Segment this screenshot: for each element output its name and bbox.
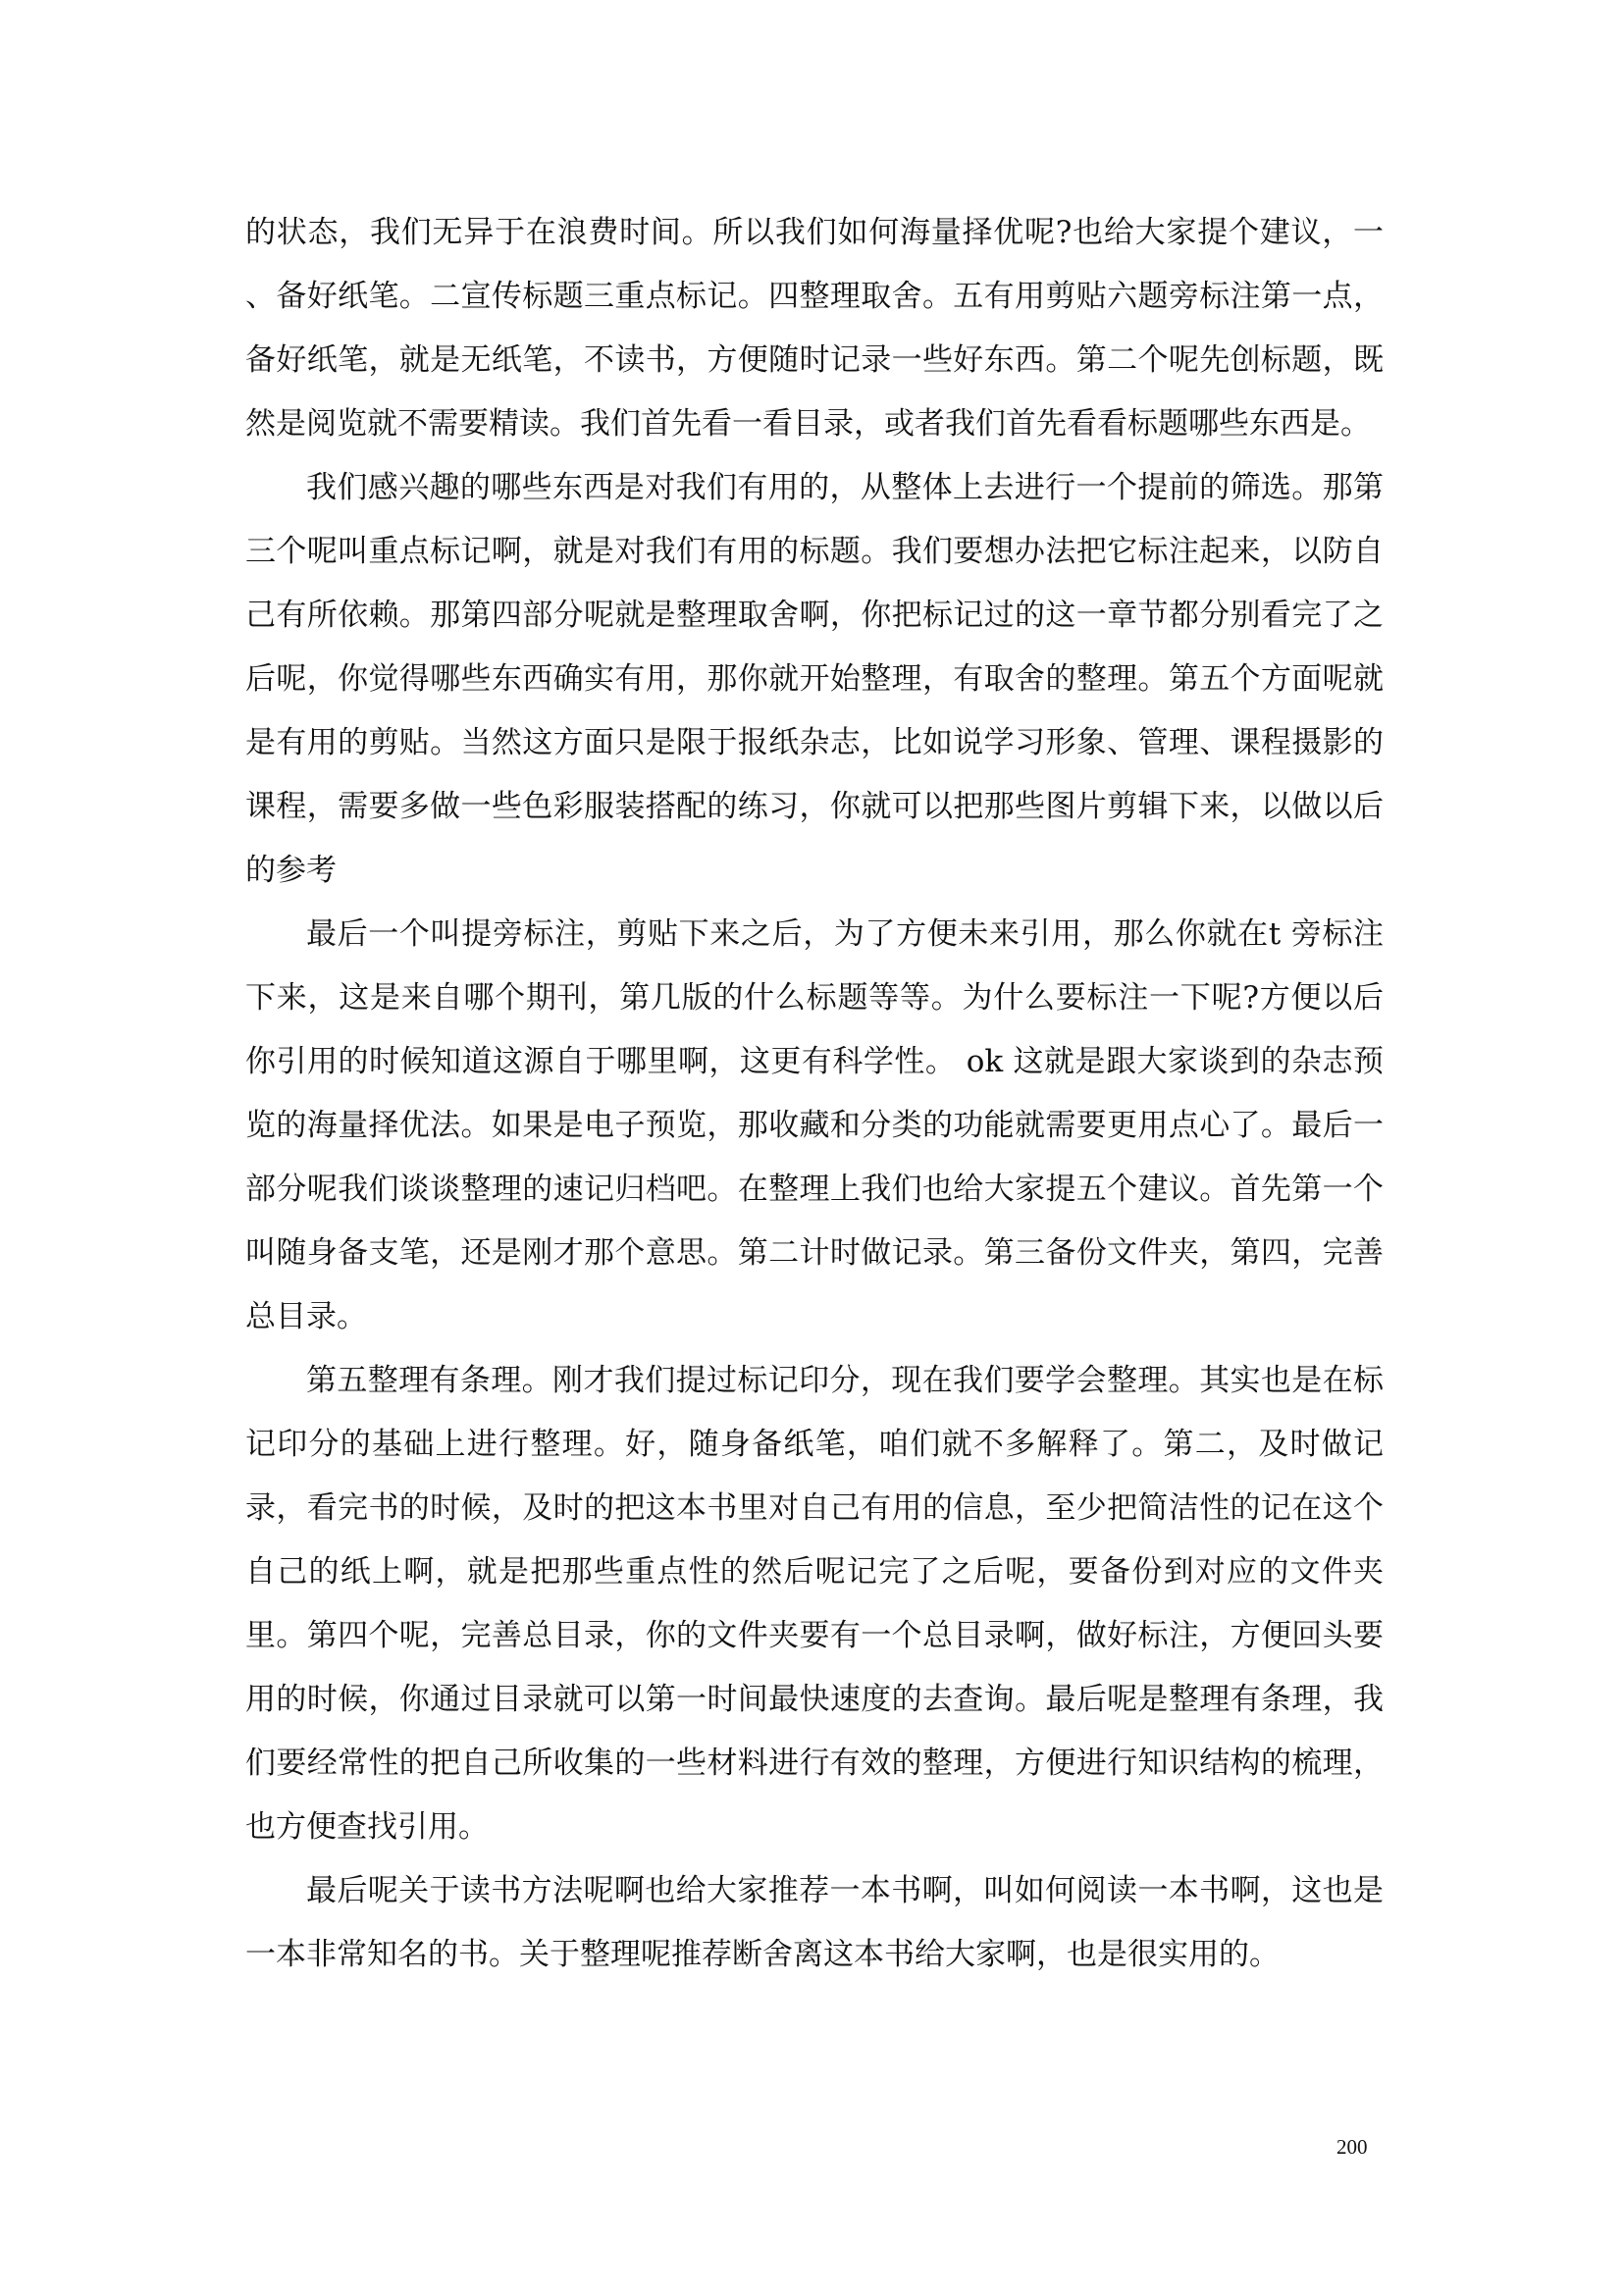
paragraph-5: 最后呢关于读书方法呢啊也给大家推荐一本书啊，叫如何阅读一本书啊，这也是一本非常知名的书。关于整理呢推荐断舍离这本书给大家啊，也是很实用的。 bbox=[245, 1873, 1384, 1972]
page-number: 200 bbox=[1336, 2135, 1368, 2159]
paragraph-4: 第五整理有条理。刚才我们提过标记印分，现在我们要学会整理。其实也是在标记印分的基础上进行整理。好，随身备纸笔，咱们就不多解释了。第二，及时做记录，看完书的时候，及时的把这本书里对自己有用的信息，至少把简洁性的记在这个自己的纸上啊，就是把那些重点性的然后呢记完了之后呢，要备份到对应的文件夹里。第四个呢，完善总目录，你的文件夹要有一个总目录啊，做好标注，方便回头要用的时候，你通过目录就可以第一时间最快速度的去查询。最后呢是整理有条理，我们要经常性的把自己所收集的一些材料进行有效的整理，方便进行知识结构的梳理，也方便查找引用。 bbox=[245, 1363, 1384, 1845]
paragraph-1: 的状态，我们无异于在浪费时间。所以我们如何海量择优呢?也给大家提个建议，一 、备好纸笔。二宣传标题三重点标记。四整理取舍。五有用剪贴六题旁标注第一点，备好纸笔，就是无纸笔，不读书，方便随时记录一些好东西。第二个呢先创标题，既然是阅览就不需要精读。我们首先看一看目录，或者我们首先看看标题哪些东西是。 bbox=[245, 215, 1384, 442]
body-text bbox=[245, 201, 1384, 1987]
paragraph-3: 最后一个叫提旁标注，剪贴下来之后，为了方便未来引用，那么你就在t 旁标注下来，这是来自哪个期刊，第几版的什么标题等等。为什么要标注一下呢?方便以后你引用的时候知道这源自于哪里啊，这更有科学性。 ok 这就是跟大家谈到的杂志预览的海量择优法。如果是电子预览，那收藏和分类的功能就需要更用点心了。最后一部分呢我们谈谈整理的速记归档吧。在整理上我们也给大家提五个建议。首先第一个叫随身备支笔，还是刚才那个意思。第二计时做记录。第三备份文件夹，第四，完善总目录。 bbox=[245, 916, 1384, 1334]
paragraph-2: 我们感兴趣的哪些东西是对我们有用的，从整体上去进行一个提前的筛选。那第三个呢叫重点标记啊，就是对我们有用的标题。我们要想办法把它标注起来，以防自己有所依赖。那第四部分呢就是整理取舍啊，你把标记过的这一章节都分别看完了之后呢，你觉得哪些东西确实有用，那你就开始整理，有取舍的整理。第五个方面呢就是有用的剪贴。当然这方面只是限于报纸杂志，比如说学习形象、管理、课程摄影的课程，需要多做一些色彩服装搭配的练习，你就可以把那些图片剪辑下来，以做以后的参考 bbox=[245, 470, 1384, 888]
